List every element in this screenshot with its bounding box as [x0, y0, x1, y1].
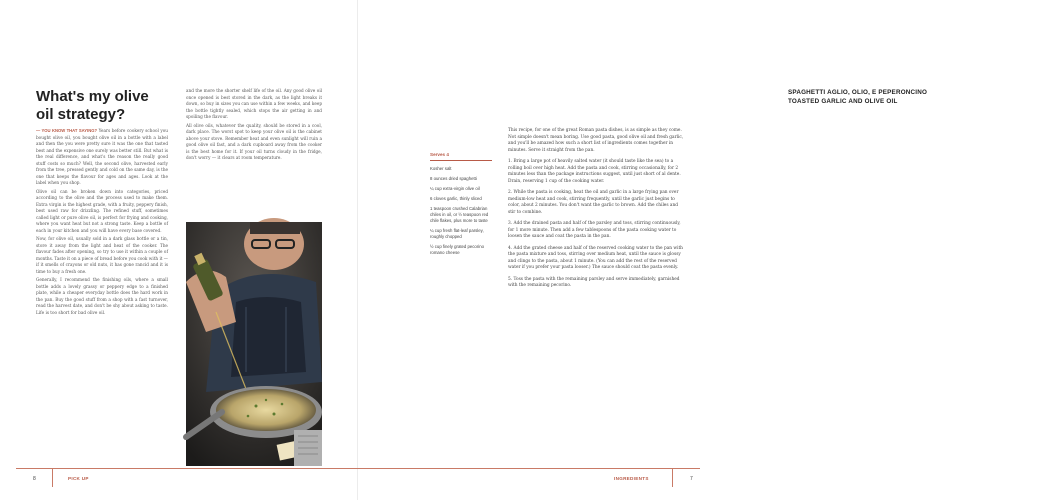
ingredient-item: 8 ounces dried spaghetti	[430, 176, 477, 181]
ingredients-list	[430, 166, 492, 260]
footer-separator	[672, 469, 673, 487]
left-running-head: PICK UP	[68, 476, 89, 481]
method-step: 2. While the pasta is cooking, heat the oil and garlic in a large frying pan over medium-low heat and cook, stirring frequently, until the garlic just begins to color, about 2 minutes. You don't want the garlic to brown. Add the chiles and stir to combine.	[508, 190, 679, 215]
lead-in: — YOU KNOW THAT SAYING?	[36, 128, 98, 133]
left-page	[0, 0, 358, 500]
ingredient-item: 6 cloves garlic, thinly sliced	[430, 196, 482, 201]
right-running-head: INGREDIENTS	[614, 476, 649, 481]
body-paragraph: All olive oils, whatever the quality, should be stored in a cool, dark place. The worst spot to keep your olive oil is the cabinet above your stove. Remember heat and even sunlight will ruin a good olive oil fast, and a dark cupboard away from the cooker is the best home for it. If your oil turns cloudy in the fridge, don't worry — it clears at room temperature.	[186, 122, 322, 160]
body-paragraph: Now, for olive oil, usually sold in a dark glass bottle or a tin, store it away from the light and heat of the cooker. The flavour fades after opening, so try to use it within a couple of months. Taste it on a piece of bread before you cook with it — if it smells of crayons or old nuts, it has gone rancid and it is time to buy a fresh one.	[36, 236, 168, 274]
page-title: What's my olive oil strategy?	[36, 88, 149, 123]
method-step: 5. Toss the pasta with the remaining parsley and serve immediately, garnished with the remaining pecorino.	[508, 276, 680, 288]
recipe-title-main: SPAGHETTI AGLIO, OLIO, E PEPERONCINO	[788, 89, 928, 96]
method-intro: This recipe, for one of the great Roman pasta dishes, is as simple as they come. Not simple doesn't mean boring. Use good pasta, good olive oil and fresh garlic, and you'll be amazed how such a short list of ingredients comes together in minutes. Serve it straight from the pan.	[508, 128, 684, 153]
footer-separator	[52, 469, 53, 487]
body-column-1	[36, 128, 168, 318]
left-page-number: 8	[33, 476, 36, 482]
method-column	[508, 128, 684, 295]
body-paragraph: — YOU KNOW THAT SAYING? Years before cookery school you bought olive oil, you bought olive oil in a bottle with a label and then the you were pretty sure it was the one that tasted best and the expensive one surely was better still. But what is the real difference, and what's the reason the really good stuff costs so much? Well, the second olive, harvested early from the tree, pressed gently and cold on the same day, is the one that keeps the flavour for ages and ages. Look at the label when you shop.	[36, 128, 168, 185]
ingredient-item: ¼ cup extra-virgin olive oil	[430, 186, 480, 191]
right-page-number: 7	[690, 476, 693, 482]
ingredient-item: ½ cup finely grated pecorino romano cheese	[430, 244, 484, 255]
footer-rule	[16, 468, 700, 469]
method-step: 4. Add the grated cheese and half of the reserved cooking water to the pan with the pasta mixture and toss, stirring over medium heat, until the sauce is glossy and clings to the pasta, about 1 minute. (You can add the rest of the reserved water if you prefer your pasta looser.) The sauce should coat the pasta evenly.	[508, 245, 683, 270]
recipe-title	[788, 88, 1038, 106]
recipe-title-sub: TOASTED GARLIC AND OLIVE OIL	[788, 98, 898, 105]
ingredient-item: Kosher salt	[430, 166, 452, 171]
body-paragraph: Generally, I recommend the finishing oils, where a small bottle adds a lovely grassy or peppery edge to a finished plate, while a cheaper everyday bottle does the hard work in the pan. Buy the good stuff from a shop with a fast turnover, read the harvest date, and don't be shy about asking to taste. Life is too short for bad olive oil.	[36, 277, 168, 315]
cook-drizzling-oil-photo	[186, 222, 322, 466]
method-step: 1. Bring a large pot of heavily salted water (it should taste like the sea) to a rolling boil over high heat. Add the pasta and cook, stirring occasionally, for 2 minutes less than the package instructions suggest, until just short of al dente. Drain, reserving 1 cup of the cooking water.	[508, 159, 681, 184]
method-step: 3. Add the drained pasta and half of the parsley and toss, stirring continuously, for 1 more minute. Then add a few tablespoons of the pasta cooking water to loosen the sauce and coat the pasta in the pan.	[508, 221, 681, 239]
ingredient-item: ¼ cup fresh flat-leaf parsley, roughly chopped	[430, 228, 484, 239]
body-column-2	[186, 88, 322, 164]
ingredient-item: 1 teaspoon crushed Calabrian chiles in oil, or ½ teaspoon red chile flakes, plus more to taste	[430, 206, 489, 223]
body-paragraph: Olive oil can be broken down into categories, priced according to the olive and the process used to make them. Extra virgin is the highest grade, with a fruity, peppery finish, best used raw for drizzling. The refined stuff, sometimes called light or pure olive oil, is perfect for frying and cooking, where you want heat but not a strong taste. Keep a bottle of each in your kitchen and you will have every base covered.	[36, 188, 168, 233]
serves-divider	[430, 160, 492, 161]
body-paragraph: and the more the shorter shelf life of the oil. Any good olive oil once opened is best stored in the dark, as the light breaks it down, so buy in sizes you can use within a few weeks, and keep the bottle tightly sealed, which stops the air getting in and spoiling the flavour.	[186, 88, 322, 119]
serves-label: Serves 4	[430, 152, 449, 157]
